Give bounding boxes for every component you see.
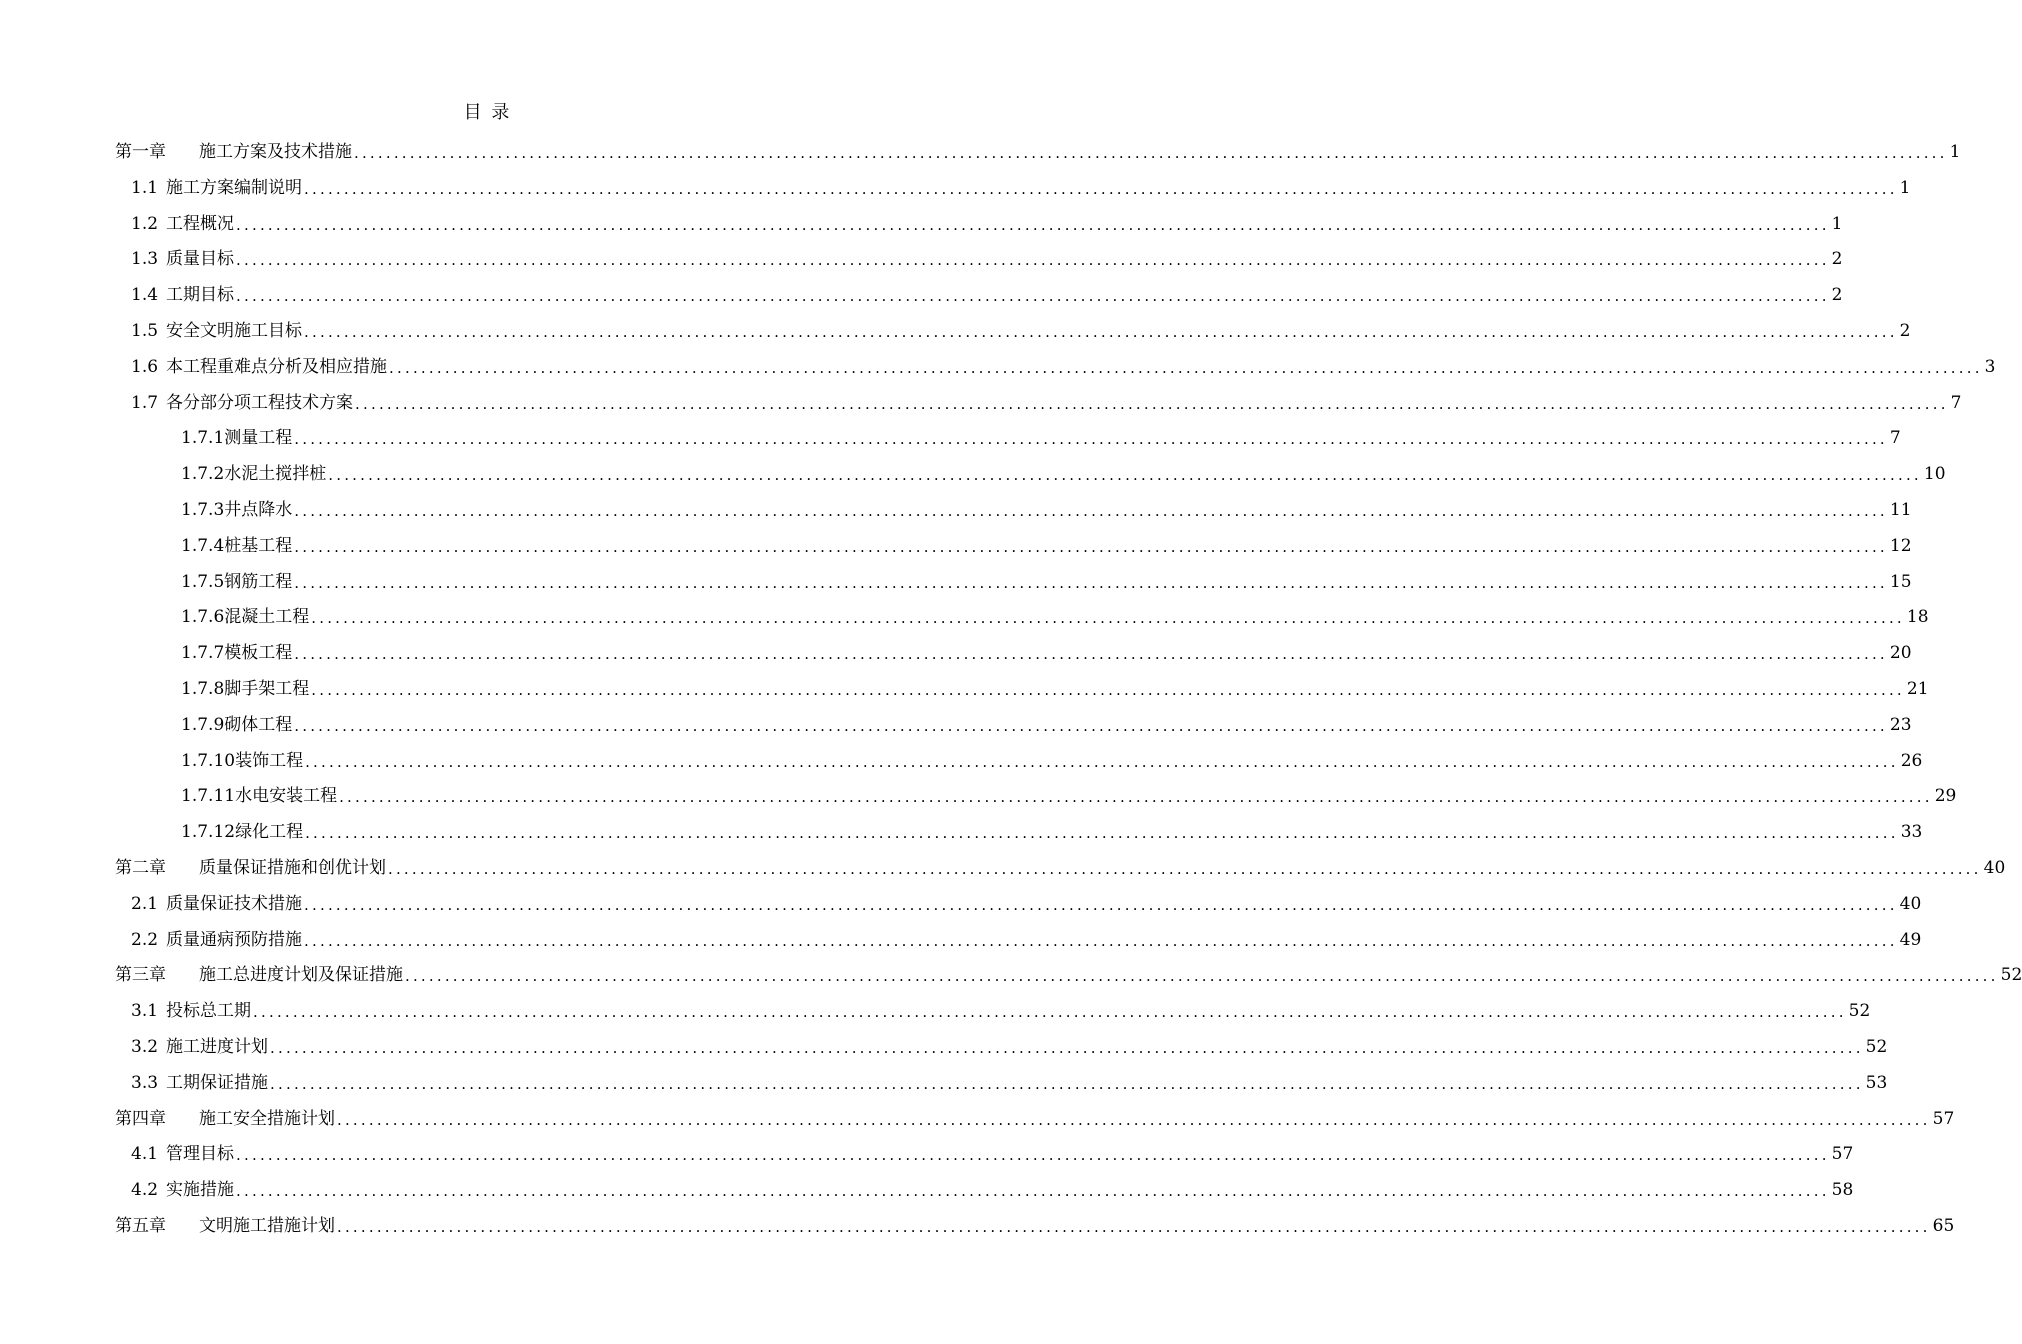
toc-entry-number: 第四章 xyxy=(115,1108,166,1129)
toc-entry-title: 砌体工程 xyxy=(224,714,293,735)
toc-entry[interactable] xyxy=(115,1101,1955,1131)
toc-entry-title: 投标总工期 xyxy=(166,1001,252,1022)
toc-entry[interactable] xyxy=(131,241,1843,271)
toc-entry-title: 模板工程 xyxy=(224,643,293,664)
toc-leader-dots: ........................................................................................................................................................................................................ xyxy=(270,1039,1864,1057)
toc-leader-dots: ........................................................................................................................................................................................................ xyxy=(294,645,1888,664)
toc-entry-number: 3.2 xyxy=(131,1037,159,1057)
toc-leader-dots: ........................................................................................................................................................................................................ xyxy=(236,1182,1830,1201)
toc-entry-title: 安全文明施工目标 xyxy=(166,321,303,341)
toc-entry-page: 2 xyxy=(1831,249,1843,270)
toc-entry-number: 1.7.1 xyxy=(181,428,225,449)
toc-entry-page: 52 xyxy=(2000,965,2022,986)
toc-entry-number: 1.3 xyxy=(131,249,159,270)
toc-entry[interactable] xyxy=(131,1029,1888,1059)
toc-leader-dots: ........................................................................................................................................................................................................ xyxy=(304,931,1898,950)
toc-entry[interactable] xyxy=(131,1065,1888,1095)
toc-entry[interactable] xyxy=(181,420,1901,450)
toc-entry-number: 1.7.5 xyxy=(181,571,225,592)
toc-entry[interactable] xyxy=(131,206,1843,236)
toc-entry[interactable] xyxy=(181,671,1929,701)
toc-entry-number: 4.2 xyxy=(131,1180,159,1201)
toc-entry-title: 管理目标 xyxy=(166,1144,235,1165)
toc-entry-number: 1.7.11 xyxy=(181,786,236,807)
toc-entry-page: 11 xyxy=(1889,500,1912,520)
toc-entry-page: 23 xyxy=(1889,714,1912,735)
toc-entry-title: 工程概况 xyxy=(166,213,235,234)
toc-entry-number: 2.1 xyxy=(131,893,159,914)
toc-leader-dots: ........................................................................................................................................................................................................ xyxy=(294,537,1888,556)
toc-entry-title: 井点降水 xyxy=(224,500,293,520)
toc-entry-page: 65 xyxy=(1932,1216,1955,1236)
toc-entry[interactable] xyxy=(115,850,2006,880)
toc-entry-page: 2 xyxy=(1899,321,1911,341)
toc-leader-dots: ........................................................................................................................................................................................................ xyxy=(236,1146,1830,1165)
toc-entry[interactable] xyxy=(181,492,1912,522)
toc-entry-number: 1.2 xyxy=(131,213,159,234)
toc-entry-page: 33 xyxy=(1900,822,1923,843)
toc-entry[interactable] xyxy=(131,1136,1854,1166)
toc-entry[interactable] xyxy=(131,277,1843,307)
toc-entry-number: 第二章 xyxy=(115,858,166,878)
toc-entry-page: 52 xyxy=(1848,1001,1871,1022)
toc-entry-title: 装饰工程 xyxy=(235,750,304,771)
toc-entry-title: 绿化工程 xyxy=(235,822,304,843)
toc-entry-title: 脚手架工程 xyxy=(224,679,310,699)
toc-leader-dots: ........................................................................................................................................................................................................ xyxy=(328,466,1922,485)
toc-leader-dots: ........................................................................................................................................................................................................ xyxy=(270,1074,1864,1093)
toc-entry-number: 2.2 xyxy=(131,929,159,950)
toc-entry-number: 1.6 xyxy=(131,356,159,377)
toc-entry-title: 测量工程 xyxy=(224,428,293,449)
toc-entry-page: 3 xyxy=(1984,356,1996,377)
toc-leader-dots: ........................................................................................................................................................................................................ xyxy=(236,215,1830,234)
toc-entry-number: 1.7.4 xyxy=(181,535,225,556)
toc-leader-dots: ........................................................................................................................................................................................................ xyxy=(337,1110,1931,1129)
toc-leader-dots: ........................................................................................................................................................................................................ xyxy=(389,358,1983,377)
toc-entry-title: 质量保证措施和创优计划 xyxy=(199,858,386,878)
toc-entry-title: 桩基工程 xyxy=(224,535,293,556)
toc-entry-page: 10 xyxy=(1923,464,1946,485)
toc-entry-page: 1 xyxy=(1949,142,1961,162)
toc-entry-page: 15 xyxy=(1889,571,1912,592)
toc-entry[interactable] xyxy=(181,456,1946,486)
toc-leader-dots: ........................................................................................................................................................................................................ xyxy=(305,824,1899,843)
toc-entry[interactable] xyxy=(181,778,1957,808)
toc-entry[interactable] xyxy=(131,349,1996,379)
toc-entry-page: 57 xyxy=(1932,1108,1955,1129)
toc-leader-dots: ........................................................................................................................................................................................................ xyxy=(355,394,1949,413)
toc-leader-dots: ........................................................................................................................................................................................................ xyxy=(304,323,1898,341)
toc-entry-number: 1.7 xyxy=(131,392,159,413)
toc-leader-dots: ........................................................................................................................................................................................................ xyxy=(236,251,1830,270)
toc-entry[interactable] xyxy=(115,957,2022,987)
toc-entry-title: 施工方案及技术措施 xyxy=(199,142,352,162)
toc-entry-title: 质量保证技术措施 xyxy=(166,893,303,914)
toc-entry-number: 第三章 xyxy=(115,965,166,986)
toc-entry-number: 1.7.10 xyxy=(181,750,236,771)
toc-entry-number: 1.7.6 xyxy=(181,607,225,628)
toc-leader-dots: ........................................................................................................................................................................................................ xyxy=(294,502,1888,520)
toc-entry-page: 2 xyxy=(1831,285,1843,306)
toc-entry[interactable] xyxy=(131,313,1911,343)
toc-entry[interactable] xyxy=(131,1172,1854,1202)
toc-entry-number: 1.7.2 xyxy=(181,464,225,485)
toc-entry-page: 7 xyxy=(1950,392,1962,413)
toc-entry-number: 1.1 xyxy=(131,177,159,198)
toc-entry-page: 40 xyxy=(1983,858,2006,878)
toc-entry[interactable] xyxy=(131,993,1871,1023)
toc-entry-title: 质量目标 xyxy=(166,249,235,270)
toc-leader-dots: ........................................................................................................................................................................................................ xyxy=(294,430,1888,449)
toc-entry[interactable] xyxy=(131,886,1922,916)
toc-entry-title: 水电安装工程 xyxy=(235,786,338,807)
toc-entry-page: 40 xyxy=(1899,893,1922,914)
toc-leader-dots: ........................................................................................................................................................................................................ xyxy=(305,752,1899,771)
toc-entry-page: 1 xyxy=(1831,213,1843,234)
toc-leader-dots: ........................................................................................................................................................................................................ xyxy=(311,681,1905,699)
toc-entry-title: 水泥土搅拌桩 xyxy=(224,464,327,485)
toc-entry-number: 1.7.12 xyxy=(181,822,236,843)
toc-entry-title: 本工程重难点分析及相应措施 xyxy=(166,356,388,377)
toc-entry-number: 1.7.3 xyxy=(181,500,225,520)
toc-entry-title: 实施措施 xyxy=(166,1180,235,1201)
toc-entry-title: 施工进度计划 xyxy=(166,1037,269,1057)
toc-leader-dots: ........................................................................................................................................................................................................ xyxy=(294,716,1888,735)
toc-entry-number: 第五章 xyxy=(115,1216,166,1236)
toc-entry-page: 21 xyxy=(1906,679,1929,699)
toc-entry-page: 49 xyxy=(1899,929,1922,950)
toc-entry-title: 工期保证措施 xyxy=(166,1072,269,1093)
toc-leader-dots: ........................................................................................................................................................................................................ xyxy=(405,967,1999,986)
toc-leader-dots: ........................................................................................................................................................................................................ xyxy=(388,860,1982,878)
toc-entry-title: 施工总进度计划及保证措施 xyxy=(199,965,403,986)
toc-entry-page: 7 xyxy=(1889,428,1901,449)
toc-entry-number: 1.4 xyxy=(131,285,159,306)
toc-entry-page: 58 xyxy=(1831,1180,1854,1201)
toc-entry-number: 1.7.9 xyxy=(181,714,225,735)
toc-entry-title: 各分部分项工程技术方案 xyxy=(166,392,354,413)
toc-entry-number: 1.5 xyxy=(131,321,159,341)
toc-entry-page: 29 xyxy=(1934,786,1957,807)
toc-entry-title: 混凝土工程 xyxy=(224,607,310,628)
toc-entry[interactable] xyxy=(115,1208,1955,1238)
toc-entry[interactable] xyxy=(181,743,1923,773)
toc-entry-page: 1 xyxy=(1899,177,1911,198)
toc-entry[interactable] xyxy=(181,814,1923,844)
toc-entry[interactable] xyxy=(181,635,1912,665)
toc-entry-number: 3.3 xyxy=(131,1072,159,1093)
toc-entry-number: 1.7.7 xyxy=(181,643,225,664)
toc-entry-number: 第一章 xyxy=(115,142,166,162)
toc-entry[interactable] xyxy=(131,385,1962,415)
toc-entry-number: 3.1 xyxy=(131,1001,159,1022)
toc-entry[interactable] xyxy=(131,922,1922,952)
toc-entry-title: 钢筋工程 xyxy=(224,571,293,592)
toc-leader-dots: ........................................................................................................................................................................................................ xyxy=(304,895,1898,914)
toc-entry-number: 4.1 xyxy=(131,1144,159,1165)
toc-leader-dots: ........................................................................................................................................................................................................ xyxy=(354,144,1948,162)
toc-leader-dots: ........................................................................................................................................................................................................ xyxy=(337,1218,1931,1236)
toc-entry[interactable] xyxy=(181,528,1912,558)
toc-leader-dots: ........................................................................................................................................................................................................ xyxy=(339,788,1933,807)
toc-entry[interactable] xyxy=(181,564,1912,594)
toc-entry[interactable] xyxy=(181,707,1912,737)
toc-entry-page: 26 xyxy=(1900,750,1923,771)
toc-entry-page: 12 xyxy=(1889,535,1912,556)
toc-entry-page: 52 xyxy=(1865,1037,1888,1057)
toc-leader-dots: ........................................................................................................................................................................................................ xyxy=(311,609,1905,628)
toc-entry[interactable] xyxy=(181,599,1929,629)
toc-leader-dots: ........................................................................................................................................................................................................ xyxy=(236,287,1830,306)
toc-leader-dots: ........................................................................................................................................................................................................ xyxy=(304,179,1898,198)
toc-entry[interactable] xyxy=(115,134,1961,164)
toc-entry[interactable] xyxy=(131,170,1911,200)
toc-entry-title: 施工安全措施计划 xyxy=(199,1108,335,1129)
toc-entry-title: 施工方案编制说明 xyxy=(166,177,303,198)
toc-leader-dots: ........................................................................................................................................................................................................ xyxy=(253,1003,1847,1022)
toc-entry-title: 质量通病预防措施 xyxy=(166,929,303,950)
toc-entry-number: 1.7.8 xyxy=(181,679,225,699)
toc-entry-page: 57 xyxy=(1831,1144,1854,1165)
toc-entry-page: 53 xyxy=(1865,1072,1888,1093)
toc-entry-page: 18 xyxy=(1906,607,1929,628)
toc-leader-dots: ........................................................................................................................................................................................................ xyxy=(294,573,1888,592)
toc-entry-title: 文明施工措施计划 xyxy=(199,1216,335,1236)
toc-entry-title: 工期目标 xyxy=(166,285,235,306)
toc-entry-page: 20 xyxy=(1889,643,1912,664)
toc-title: 目 录 xyxy=(463,102,512,123)
